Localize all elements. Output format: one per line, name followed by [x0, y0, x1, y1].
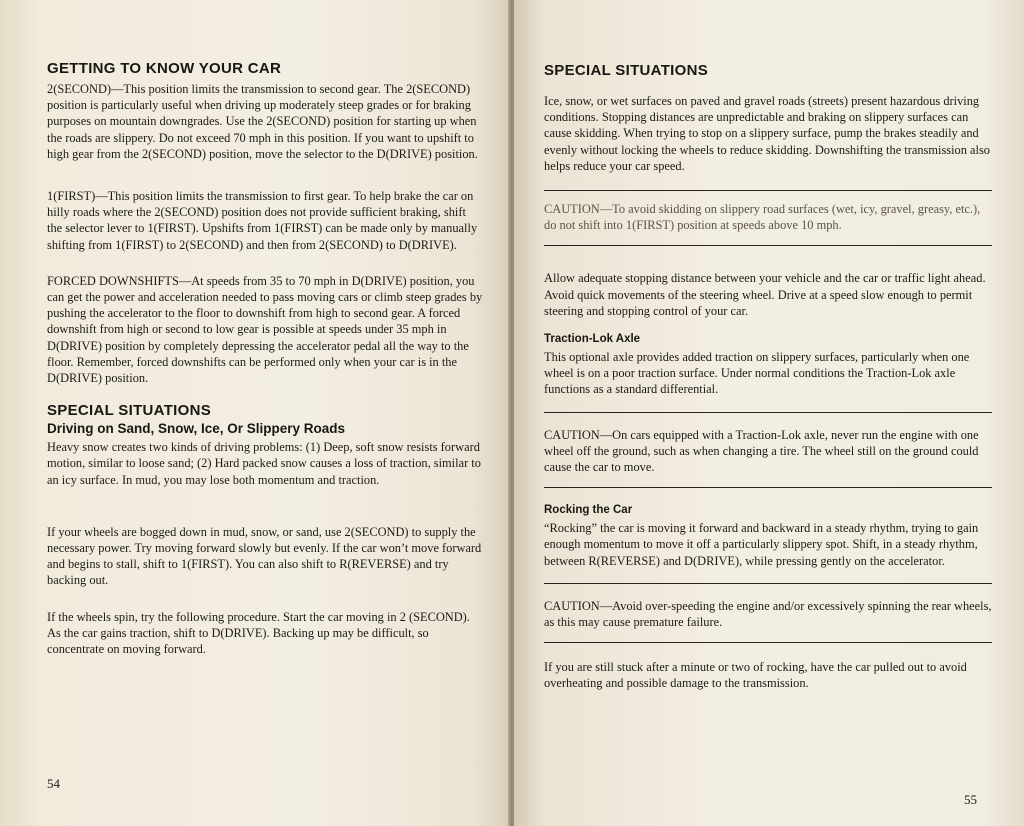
paragraph-ice-snow: Ice, snow, or wet surfaces on paved and gravel roads (streets) present hazardous driving conditions. Stopping distances are unpredictable and braking on slippery surfaces can cause skidding. When trying to stop on a slippery surface, pump the brakes steadily and evenly without locking the wheels to reduce skidding. Downshifting the transmission also helps reduce your car speed.	[544, 94, 990, 173]
divider-rule	[544, 245, 992, 246]
paragraph-second-gear: 2(SECOND)—This position limits the transmission to second gear. The 2(SECOND) position is particularly useful when driving up moderately steep grades or for braking purposes on mountain downgrades. Use the 2(SECOND) position for starting up when the roads are slippery. Do not exceed 70 mph in this position. If you want to upshift to high gear from the 2(SECOND) position, move the selector to the D(DRIVE) position.	[47, 82, 478, 161]
divider-rule	[544, 583, 992, 584]
section-heading-special-situations-right: SPECIAL SITUATIONS	[544, 62, 709, 79]
caution-skidding: CAUTION—To avoid skidding on slippery road surfaces (wet, icy, gravel, greasy, etc.), do not shift into 1(FIRST) position at speeds above 10 mph.	[544, 202, 981, 233]
subheading-rocking-the-car: Rocking the Car	[544, 504, 633, 517]
divider-rule	[544, 190, 992, 191]
paragraph-traction-lok: This optional axle provides added traction on slippery surfaces, particularly when one wheel is on a poor traction surface. Under normal conditions the Traction-Lok axle functions as a standard differential.	[544, 350, 970, 397]
paragraph-first-gear: 1(FIRST)—This position limits the transmission to first gear. To help brake the car on hilly roads where the 2(SECOND) position does not provide sufficient braking, shift the selector lever to 1(FIRST). Upshifts from 1(FIRST) can be made only by manually shifting from 1(FIRST) to 2(SECOND) and then from 2(SECOND) to D(DRIVE).	[47, 189, 478, 252]
left-column	[47, 60, 483, 657]
right-column	[544, 62, 992, 692]
page-number-right: 55	[964, 792, 977, 807]
right-page	[514, 0, 1024, 826]
section-heading-getting-to-know: GETTING TO KNOW YOUR CAR	[47, 60, 282, 77]
section-heading-special-situations: SPECIAL SITUATIONS	[47, 402, 212, 420]
caution-overspeeding: CAUTION—Avoid over-speeding the engine and/or excessively spinning the rear wheels, as this may cause premature failure.	[544, 598, 992, 630]
paragraph-still-stuck: If you are still stuck after a minute or two of rocking, have the car pulled out to avoid overheating and possible damage to the transmission.	[544, 660, 967, 691]
page-number-left: 54	[47, 776, 60, 791]
paragraph-stopping-distance: Allow adequate stopping distance between your vehicle and the car or traffic light ahead. Avoid quick movements of the steering wheel. Drive at a speed slow enough to permit steering and stopping control of your car.	[544, 271, 986, 318]
subheading-traction-lok: Traction-Lok Axle	[544, 333, 641, 346]
paragraph-rocking: “Rocking” the car is moving it forward and backward in a steady rhythm, trying to gain enough momentum to move it off a particularly slippery spot. Shift, in a steady rhythm, between R(REVERSE) and D(DRIVE), while pressing gently on the accelerator.	[544, 521, 979, 568]
paragraph-forced-downshifts: FORCED DOWNSHIFTS—At speeds from 35 to 70 mph in D(DRIVE) position, you can get the power and acceleration needed to pass moving cars or climb steep grades by pushing the accelerator to the floor to downshift from high to second gear. A forced downshift from high or second to low gear is possible at speeds under 35 mph in D(DRIVE) position by completely depressing the accelerator pedal all the way to the floor. Remember, forced downshifts can be performed only when your car is in the D(DRIVE) position.	[47, 273, 483, 386]
divider-rule	[544, 412, 992, 413]
left-page	[0, 0, 510, 826]
paragraph-bogged-down: If your wheels are bogged down in mud, snow, or sand, use 2(SECOND) to supply the necessary power. Try moving forward slowly but evenly. If the car won’t move forward and begins to stall, shift to 1(FIRST). You can also shift to R(REVERSE) and try backing out.	[47, 524, 482, 588]
caution-traction-lok: CAUTION—On cars equipped with a Traction-Lok axle, never run the engine with one wheel off the ground, such as when changing a tire. The wheel still on the ground could cause the car to move.	[544, 427, 979, 475]
paragraph-heavy-snow: Heavy snow creates two kinds of driving problems: (1) Deep, soft snow resists forward motion, similar to loose sand; (2) Hard packed snow causes a loss of traction, similar to an icy surface. In mud, you may lose both momentum and traction.	[47, 440, 481, 487]
paragraph-wheels-spin: If the wheels spin, try the following procedure. Start the car moving in 2 (SECOND). As the car gains traction, shift to D(DRIVE). Backing up may be difficult, so concentrate on moving forward.	[47, 609, 470, 657]
divider-rule	[544, 487, 992, 488]
subheading-driving-on-sand: Driving on Sand, Snow, Ice, Or Slippery Roads	[47, 421, 346, 437]
divider-rule	[544, 642, 992, 643]
